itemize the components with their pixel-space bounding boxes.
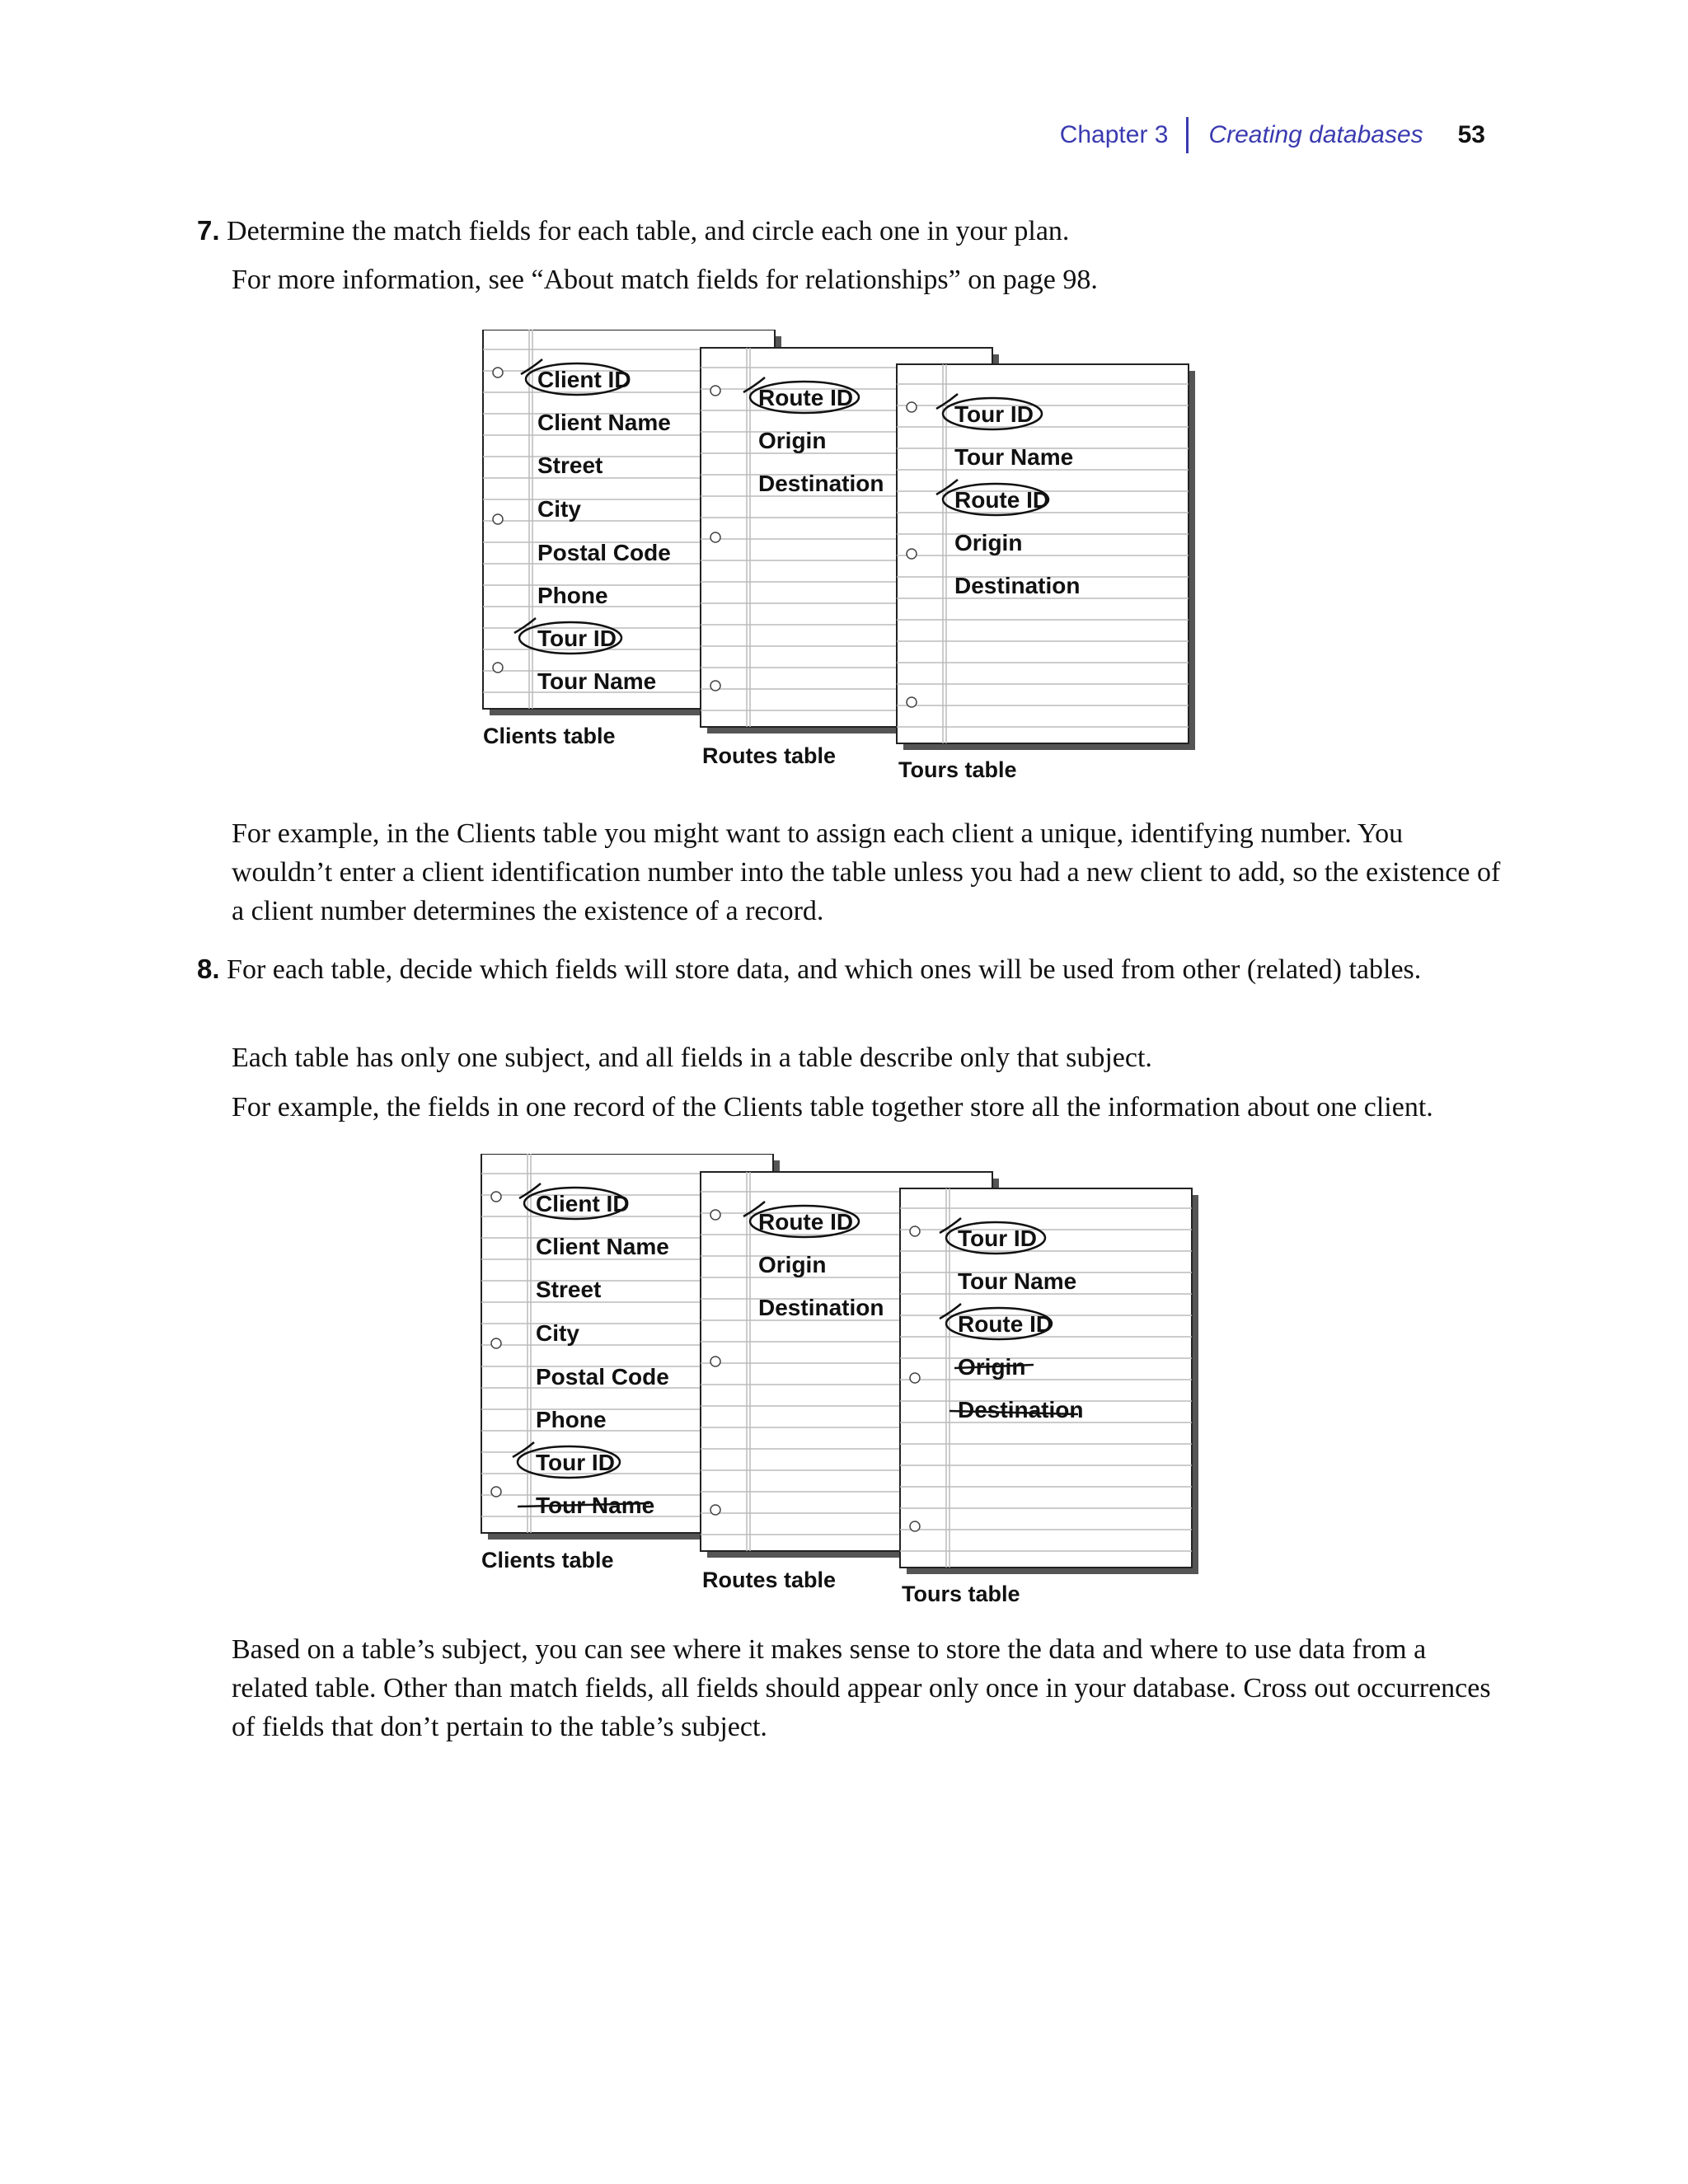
figure-crossed-out-fields	[476, 1154, 1202, 1615]
final-paragraph: Based on a table’s subject, you can see where it makes sense to store the data and where to use data from a related table. Other than match fields, all fields should appear only once in your database. Cross out occurrences of fields that don’t pertain to the table’s subject.	[232, 1634, 1491, 1742]
clients-field: Client ID	[536, 1191, 630, 1216]
step-7-text: Determine the match fields for each table, and circle each one in your plan.	[227, 216, 1070, 246]
tours-field-crossed: Origin	[958, 1354, 1026, 1380]
tours-field: Route ID	[954, 487, 1050, 513]
tours-field: Tour ID	[958, 1226, 1037, 1251]
figure-match-fields	[478, 330, 1203, 791]
clients-field: Tour ID	[537, 626, 617, 651]
tours-caption: Tours table	[902, 1582, 1020, 1606]
routes-caption: Routes table	[702, 1568, 837, 1592]
step-7-number: 7.	[197, 215, 220, 246]
running-header	[1060, 115, 1485, 155]
page-number: 53	[1457, 121, 1485, 148]
step-8-text: For each table, decide which fields will store data, and which ones will be used from other (related) tables.	[227, 954, 1422, 985]
clients-caption: Clients table	[481, 1548, 614, 1572]
tours-field: Destination	[954, 573, 1081, 598]
header-divider	[1186, 117, 1189, 153]
routes-field: Origin	[758, 428, 827, 453]
step-7-reference: For more information, see “About match fields for relationships” on page 98.	[232, 265, 1098, 295]
routes-field: Route ID	[758, 1209, 854, 1235]
routes-field: Origin	[758, 1252, 827, 1277]
clients-field: City	[537, 496, 581, 522]
header-title: Creating databases	[1208, 121, 1423, 148]
step-8	[197, 949, 1499, 989]
clients-field: City	[536, 1320, 579, 1346]
example-paragraph: For example, in the Clients table you might want to assign each client a unique, identifying number. You wouldn’t enter a client identification number into the table unless you had a new client to add, so the existence of a client number determines the existence of a record.	[232, 818, 1501, 926]
header-chapter: Chapter 3	[1059, 121, 1169, 148]
clients-field: Street	[537, 452, 603, 478]
step-8-subject: Each table has only one subject, and all fields in a table describe only that subject.	[232, 1043, 1152, 1073]
clients-field: Tour Name	[537, 668, 657, 694]
tours-field-crossed: Destination	[958, 1397, 1084, 1422]
routes-caption: Routes table	[702, 743, 837, 768]
clients-field: Tour ID	[536, 1450, 615, 1475]
clients-field: Postal Code	[537, 540, 671, 565]
clients-field: Phone	[536, 1407, 607, 1432]
routes-field: Destination	[758, 471, 884, 496]
clients-field-crossed: Tour Name	[536, 1493, 655, 1518]
tours-field: Route ID	[958, 1311, 1053, 1337]
clients-field: Phone	[537, 583, 608, 608]
clients-caption: Clients table	[483, 724, 616, 748]
routes-field: Route ID	[758, 385, 854, 410]
tours-sheet	[897, 364, 1195, 782]
clients-field: Client ID	[537, 367, 631, 392]
tours-field: Tour ID	[954, 401, 1034, 427]
step-8-number: 8.	[197, 954, 220, 984]
clients-field: Client Name	[536, 1234, 669, 1259]
clients-field: Street	[536, 1277, 602, 1302]
step-8-example: For example, the fields in one record of the Clients table together store all the information about one client.	[232, 1092, 1433, 1122]
step-7	[197, 211, 1499, 251]
clients-field: Postal Code	[536, 1364, 669, 1390]
tours-field: Tour Name	[958, 1268, 1077, 1294]
tours-caption: Tours table	[898, 757, 1017, 782]
tours-sheet	[900, 1188, 1198, 1606]
clients-field: Client Name	[537, 410, 671, 435]
tours-field: Origin	[954, 530, 1023, 555]
routes-field: Destination	[758, 1295, 884, 1320]
tours-field: Tour Name	[954, 444, 1074, 470]
